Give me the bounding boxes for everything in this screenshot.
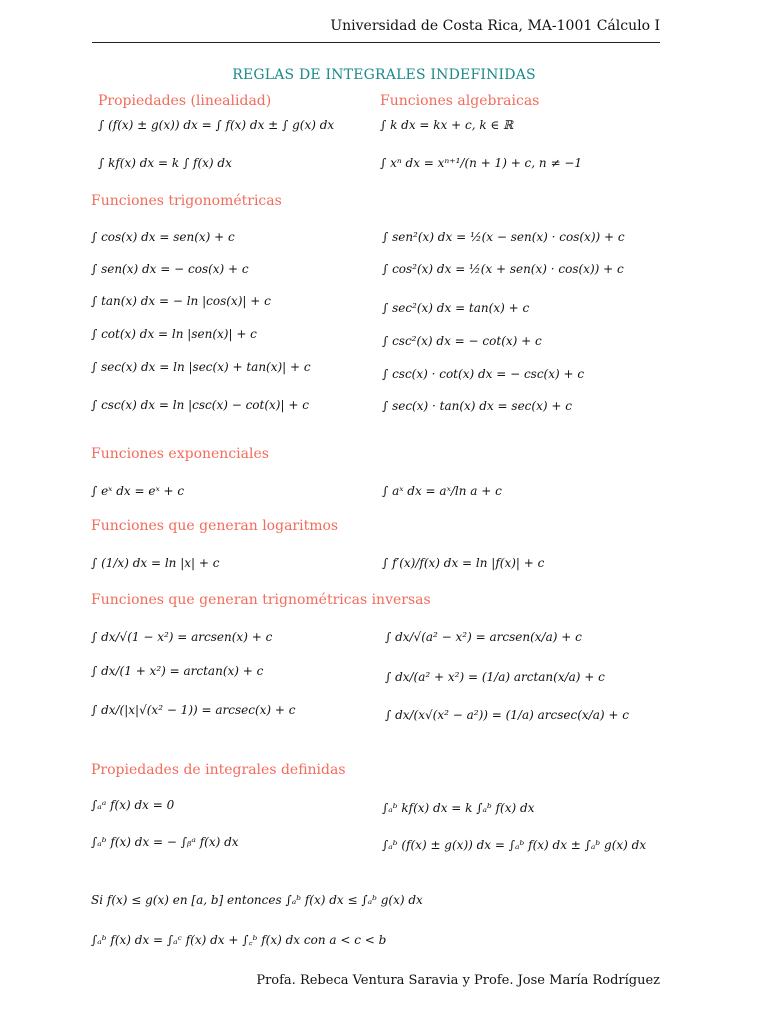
formula-d1: ∫ₐᵃ f(x) dx = 0 xyxy=(91,798,175,812)
section-exp: Funciones exponenciales xyxy=(91,446,269,462)
formula-t12: ∫ sec(x) · tan(x) dx = sec(x) + c xyxy=(382,399,572,413)
formula-i4: ∫ dx/√(a² − x²) = arcsen(x/a) + c xyxy=(385,630,582,644)
formula-i2: ∫ dx/(1 + x²) = arctan(x) + c xyxy=(91,664,264,678)
formula-l1: ∫ (1/x) dx = ln |x| + c xyxy=(91,556,220,570)
page-header: Universidad de Costa Rica, MA-1001 Cálculo I xyxy=(92,18,660,43)
formula-t1: ∫ cos(x) dx = sen(x) + c xyxy=(91,230,235,244)
formula-i6: ∫ dx/(x√(x² − a²)) = (1/a) arcsec(x/a) + c xyxy=(385,708,629,722)
page-title: REGLAS DE INTEGRALES INDEFINIDAS xyxy=(232,67,536,83)
formula-alg2: ∫ xⁿ dx = xⁿ⁺¹/(n + 1) + c, n ≠ −1 xyxy=(380,156,583,170)
formula-lin1: ∫ (f(x) ± g(x)) dx = ∫ f(x) dx ± ∫ g(x) dx xyxy=(98,118,335,132)
formula-t4: ∫ cot(x) dx = ln |sen(x)| + c xyxy=(91,327,257,341)
formula-i5: ∫ dx/(a² + x²) = (1/a) arctan(x/a) + c xyxy=(385,670,605,684)
section-trig: Funciones trigonométricas xyxy=(91,193,282,209)
section-linealidad: Propiedades (linealidad) xyxy=(98,93,272,109)
formula-t8: ∫ cos²(x) dx = ½(x + sen(x) · cos(x)) + c xyxy=(382,262,624,276)
section-log: Funciones que generan logaritmos xyxy=(91,518,339,534)
section-definidas: Propiedades de integrales definidas xyxy=(91,762,346,778)
formula-t2: ∫ sen(x) dx = − cos(x) + c xyxy=(91,262,249,276)
formula-t3: ∫ tan(x) dx = − ln |cos(x)| + c xyxy=(91,294,271,308)
formula-d5: Si f(x) ≤ g(x) en [a, b] entonces ∫ₐᵇ f(x) dx ≤ ∫ₐᵇ g(x) dx xyxy=(91,893,423,907)
formula-alg1: ∫ k dx = kx + c, k ∈ ℝ xyxy=(380,118,514,132)
formula-lin2: ∫ kf(x) dx = k ∫ f(x) dx xyxy=(98,156,232,170)
formula-d3: ∫ₐᵇ kf(x) dx = k ∫ₐᵇ f(x) dx xyxy=(382,801,535,815)
formula-t5: ∫ sec(x) dx = ln |sec(x) + tan(x)| + c xyxy=(91,360,311,374)
formula-e1: ∫ eˣ dx = eˣ + c xyxy=(91,484,185,498)
formula-t7: ∫ sen²(x) dx = ½(x − sen(x) · cos(x)) + c xyxy=(382,230,625,244)
formula-t6: ∫ csc(x) dx = ln |csc(x) − cot(x)| + c xyxy=(91,398,309,412)
formula-t11: ∫ csc(x) · cot(x) dx = − csc(x) + c xyxy=(382,367,585,381)
section-algebraicas: Funciones algebraicas xyxy=(380,93,540,109)
page-footer: Profa. Rebeca Ventura Saravia y Profe. Jose María Rodríguez xyxy=(256,973,660,988)
formula-i3: ∫ dx/(|x|√(x² − 1)) = arcsec(x) + c xyxy=(91,703,296,717)
formula-d4: ∫ₐᵇ (f(x) ± g(x)) dx = ∫ₐᵇ f(x) dx ± ∫ₐᵇ g(x) dx xyxy=(382,838,647,852)
formula-l2: ∫ f′(x)/f(x) dx = ln |f(x)| + c xyxy=(382,556,545,570)
formula-t9: ∫ sec²(x) dx = tan(x) + c xyxy=(382,301,530,315)
section-inv: Funciones que generan trignométricas inversas xyxy=(91,592,431,608)
formula-t10: ∫ csc²(x) dx = − cot(x) + c xyxy=(382,334,542,348)
formula-d2: ∫ₐᵇ f(x) dx = − ∫ᵦᵃ f(x) dx xyxy=(91,835,239,849)
formula-d6: ∫ₐᵇ f(x) dx = ∫ₐᶜ f(x) dx + ∫꜀ᵇ f(x) dx con a < c < b xyxy=(91,933,387,947)
formula-i1: ∫ dx/√(1 − x²) = arcsen(x) + c xyxy=(91,630,273,644)
formula-e2: ∫ aˣ dx = aˣ/ln a + c xyxy=(382,484,502,498)
